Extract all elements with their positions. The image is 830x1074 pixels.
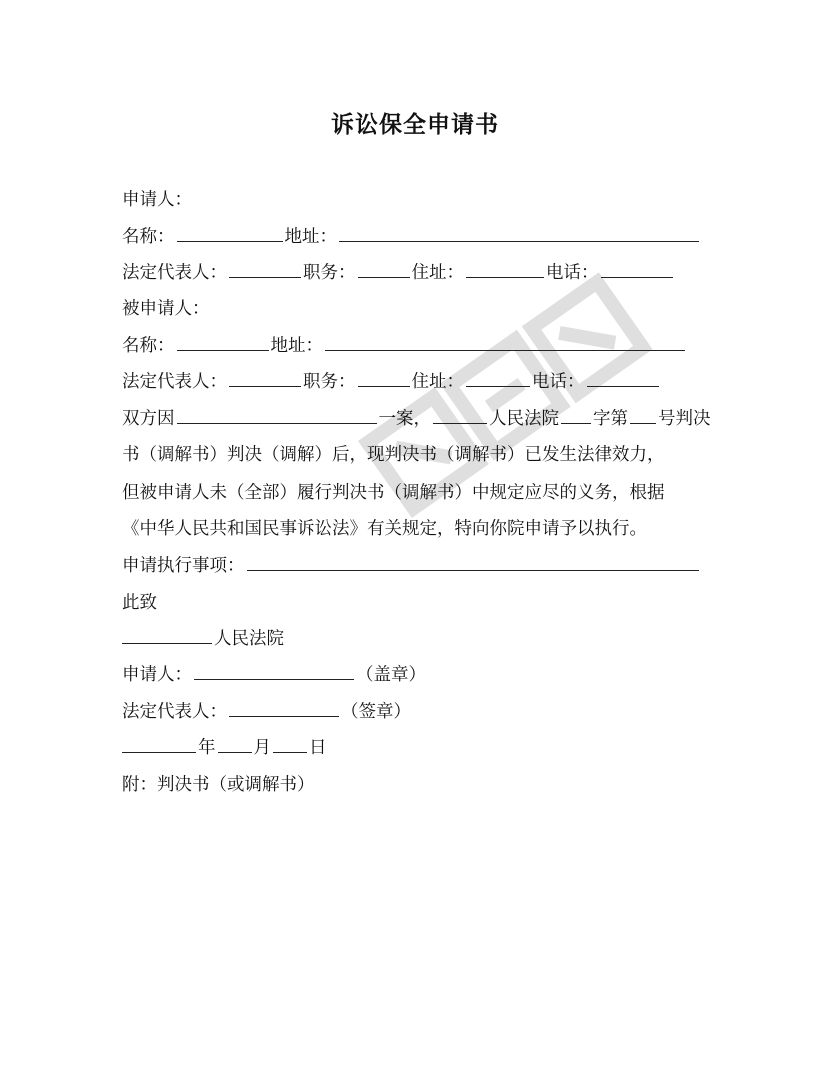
month-field[interactable] [218, 734, 252, 753]
body-text: 一案， [378, 409, 431, 429]
applicant-name-label: 名称： [122, 227, 175, 247]
applicant-residence-label: 住址： [411, 263, 464, 283]
applicant-rep-field[interactable] [229, 259, 301, 278]
applicant-position-field[interactable] [358, 259, 410, 278]
year-label: 年 [198, 738, 216, 758]
matters-field[interactable] [247, 552, 699, 571]
body-line-4: 《中华人民共和国民事诉讼法》有关规定，特向你院申请予以执行。 [122, 519, 647, 539]
applicant-residence-field[interactable] [466, 259, 544, 278]
day-field[interactable] [273, 734, 307, 753]
applicant-address-field[interactable] [339, 223, 699, 242]
applicant-position-label: 职务： [303, 263, 356, 283]
body-text: 号判决 [658, 409, 711, 429]
body-line-2: 书（调解书）判决（调解）后，现判决书（调解书）已发生法律效力， [122, 445, 665, 465]
respondent-heading [122, 294, 210, 324]
applicant-heading-text: 申请人： [122, 190, 192, 210]
applicant-phone-field[interactable] [601, 259, 673, 278]
court-name-field[interactable] [122, 625, 212, 644]
matters-label: 申请执行事项： [122, 556, 245, 576]
respondent-rep-label: 法定代表人： [122, 372, 227, 392]
respondent-name-field[interactable] [177, 332, 269, 351]
closing-applicant-label: 申请人： [122, 665, 192, 685]
closing-to: 此致 [122, 593, 157, 613]
case-code-field[interactable] [561, 405, 591, 424]
rep-signature-field[interactable] [229, 698, 339, 717]
respondent-position-label: 职务： [303, 372, 356, 392]
applicant-rep-label: 法定代表人： [122, 263, 227, 283]
respondent-name-label: 名称： [122, 336, 175, 356]
applicant-signature-field[interactable] [194, 661, 354, 680]
applicant-address-label: 地址： [284, 227, 337, 247]
court-suffix: 人民法院 [214, 629, 284, 649]
closing-rep-label: 法定代表人： [122, 702, 227, 722]
respondent-phone-label: 电话： [532, 372, 585, 392]
matters-line [122, 551, 701, 581]
respondent-position-field[interactable] [358, 368, 410, 387]
applicant-phone-label: 电话： [546, 263, 599, 283]
court-field[interactable] [433, 405, 487, 424]
respondent-address-label: 地址： [270, 336, 323, 356]
respondent-heading-text: 被申请人： [122, 299, 210, 319]
date-line [122, 733, 327, 763]
respondent-residence-label: 住址： [411, 372, 464, 392]
respondent-rep-line [122, 367, 661, 397]
day-label: 日 [309, 738, 327, 758]
year-field[interactable] [122, 734, 196, 753]
body-text: 人民法院 [489, 409, 559, 429]
attachment-line: 附：判决书（或调解书） [122, 775, 315, 795]
month-label: 月 [253, 738, 271, 758]
seal-note: （盖章） [356, 665, 426, 685]
respondent-address-field[interactable] [325, 332, 685, 351]
applicant-heading [122, 185, 192, 215]
body-text: 字第 [593, 409, 628, 429]
respondent-rep-field[interactable] [229, 368, 301, 387]
sign-note: （签章） [341, 702, 411, 722]
court-line [122, 624, 284, 654]
respondent-phone-field[interactable] [587, 368, 659, 387]
applicant-rep-line [122, 258, 675, 288]
respondent-residence-field[interactable] [466, 368, 530, 387]
respondent-name-line [122, 331, 687, 361]
case-name-field[interactable] [177, 405, 377, 424]
body-line-3: 但被申请人未（全部）履行判决书（调解书）中规定应尽的义务，根据 [122, 483, 665, 503]
body-line-1 [122, 404, 711, 434]
document-title: 诉讼保全申请书 [331, 112, 499, 138]
body-text: 双方因 [122, 409, 175, 429]
applicant-name-field[interactable] [177, 223, 283, 242]
applicant-sign-line [122, 660, 426, 690]
case-number-field[interactable] [630, 405, 656, 424]
applicant-name-line [122, 222, 701, 252]
rep-sign-line [122, 697, 411, 727]
